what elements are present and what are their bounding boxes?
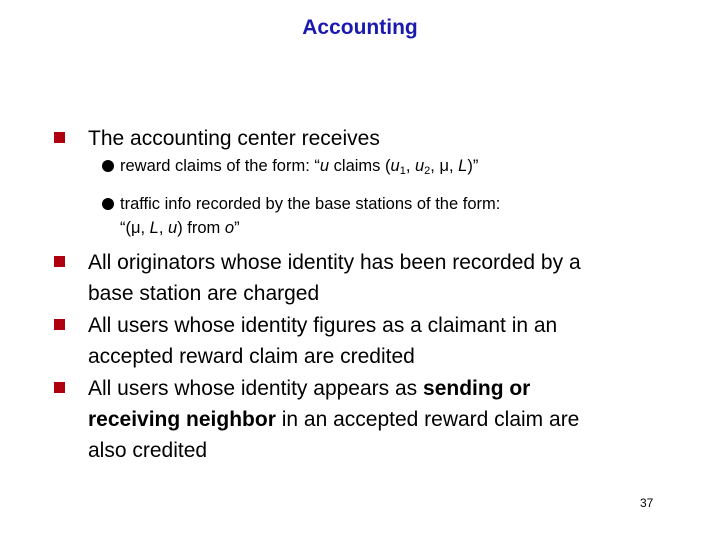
square-bullet-icon (54, 256, 65, 267)
sub-bullet-text: reward claims of the form: “u claims ($u_1$, $u_2$, μ, L)” (120, 157, 479, 177)
bullet-text: All users whose identity figures as a claimant in an accepted reward claim are credited (88, 314, 558, 368)
bullet-text: All users whose identity appears as sending or receiving neighbor in an accepted reward claim are also credited (88, 377, 580, 462)
dot-bullet-icon (102, 160, 114, 172)
square-bullet-icon (54, 382, 65, 393)
square-bullet-icon (54, 319, 65, 330)
square-bullet-icon (54, 132, 65, 143)
dot-bullet-icon (102, 198, 114, 210)
page-number: 37 (640, 496, 654, 510)
sub-bullet-text: traffic info recorded by the base stations of the form: “(μ, L, u) from o” (120, 195, 501, 237)
slide-title: Accounting (302, 16, 418, 39)
bullet-text: All originators whose identity has been recorded by a base station are charged (88, 251, 581, 305)
bullet-text: The accounting center receives (88, 127, 380, 150)
